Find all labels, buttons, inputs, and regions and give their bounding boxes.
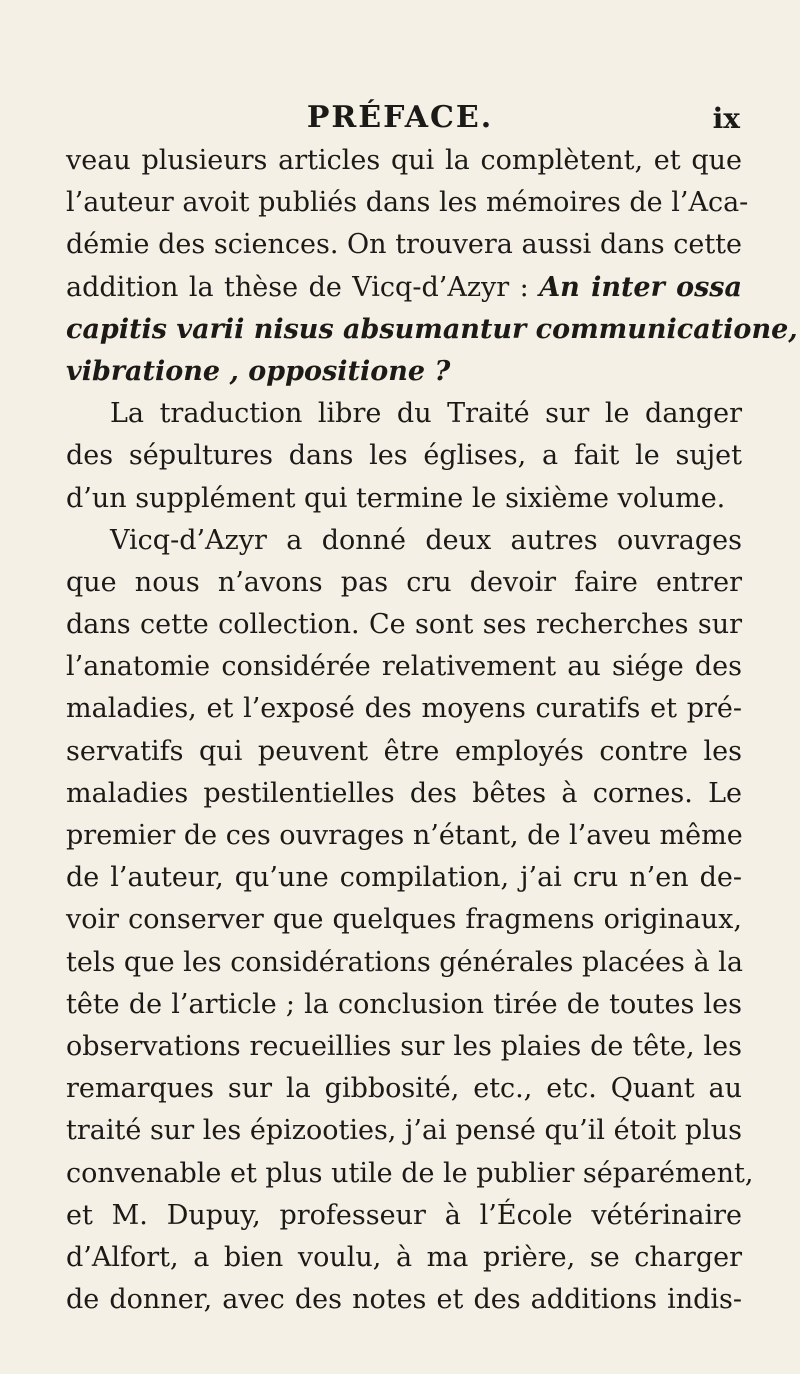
text-line: veau plusieurs articles qui la complètent, et que <box>66 145 742 176</box>
text-line: remarques sur la gibbosité, etc., etc. Quant au <box>66 1073 742 1105</box>
text-line: de l’auteur, qu’une compilation, j’ai cru n’en de- <box>66 862 742 894</box>
text-line: tels que les considérations générales placées à la <box>66 946 743 978</box>
text-line: et M. Dupuy, professeur à l’École vétérinaire <box>66 1199 742 1231</box>
text-line: de donner, avec des notes et des additions indis- <box>66 1284 742 1316</box>
text-line: premier de ces ouvrages n’étant, de l’aveu même <box>66 820 743 851</box>
text-segment: addition la thèse de Vicq-d’Azyr : <box>66 271 540 303</box>
text-line-latin-title: vibratione , oppositione ? <box>66 355 451 387</box>
text-line: l’auteur avoit publiés dans les mémoires de l’Aca- <box>66 187 749 219</box>
text-line: l’anatomie considérée relativement au siége des <box>66 651 742 683</box>
body-text <box>66 140 798 1321</box>
text-line: servatifs qui peuvent être employés contre les <box>66 735 742 767</box>
text-line: observations recueillies sur les plaies de tête, les <box>66 1030 742 1062</box>
text-line: maladies, et l’exposé des moyens curatifs et pré- <box>66 693 742 725</box>
text-line: dans cette collection. Ce sont ses recherches sur <box>66 609 742 641</box>
text-line <box>66 267 742 309</box>
text-line: d’un supplément qui termine le sixième volume. <box>66 482 726 514</box>
text-line-latin-title: capitis varii nisus absumantur communicatione, <box>66 313 798 345</box>
text-line: que nous n’avons pas cru devoir faire entrer <box>66 566 742 598</box>
page-title: PRÉFACE. <box>306 100 494 135</box>
paragraph-start: Vicq-d’Azyr a donné deux autres ouvrages <box>110 524 742 556</box>
running-head <box>60 100 740 140</box>
text-line: convenable et plus utile de le publier séparément, <box>66 1157 754 1189</box>
page-number: ix <box>712 102 740 135</box>
paragraph-start: La traduction libre du Traité sur le danger <box>110 398 742 430</box>
text-line: voir conserver que quelques fragmens originaux, <box>66 904 742 936</box>
text-line: maladies pestilentielles des bêtes à cornes. Le <box>66 777 742 809</box>
latin-title-segment: An inter ossa <box>539 271 742 303</box>
text-line: des sépultures dans les églises, a fait le sujet <box>66 440 742 472</box>
text-line: démie des sciences. On trouvera aussi dans cette <box>66 229 742 261</box>
text-line: tête de l’article ; la conclusion tirée de toutes les <box>66 988 742 1020</box>
text-line: d’Alfort, a bien voulu, à ma prière, se charger <box>66 1241 742 1273</box>
text-line: traité sur les épizooties, j’ai pensé qu’il étoit plus <box>66 1115 742 1147</box>
